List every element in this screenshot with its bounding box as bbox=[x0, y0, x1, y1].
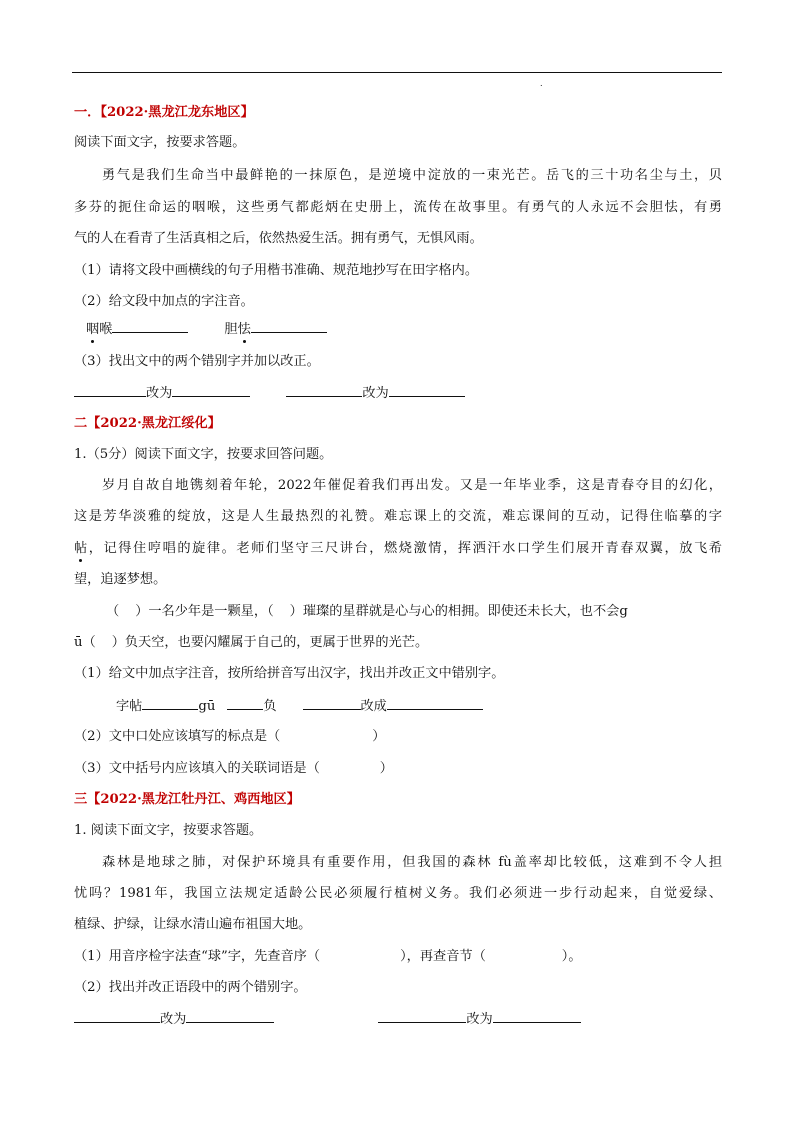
answer-blank[interactable] bbox=[227, 697, 263, 710]
answer-blank[interactable] bbox=[493, 1010, 581, 1023]
fix-label: 改为 bbox=[466, 1012, 493, 1027]
section-2-answer-row: 字帖 gū 负 改成 bbox=[116, 697, 483, 716]
answer-blank[interactable] bbox=[172, 384, 250, 397]
answer-blank[interactable] bbox=[74, 1010, 160, 1023]
section-1-passage-line-1: 勇气是我们生命当中最鲜艳的一抹原色，是逆境中淀放的一束光芒。岳飞的三十功名尘与土，贝 bbox=[102, 168, 722, 183]
answer-blank[interactable] bbox=[303, 697, 361, 710]
header-rule bbox=[72, 72, 722, 73]
section-3-intro: 1. 阅读下面文字，按要求答题。 bbox=[74, 823, 263, 838]
dotted-char: 咽 bbox=[86, 322, 100, 337]
section-2-passage-line-1: 岁月自故自地镌刻着年轮，2022年催促着我们再出发。又是一年毕业季，这是青春夺目的幻化， bbox=[102, 478, 722, 493]
section-1-question-1: （1）请将文段中画横线的句子用楷书准确、规范地抄写在田字格内。 bbox=[74, 263, 479, 278]
answer-blank[interactable] bbox=[387, 697, 483, 710]
section-1-question-3: （3）找出文中的两个错别字并加以改正。 bbox=[74, 354, 320, 369]
section-1-passage-line-2: 多芬的扼住命运的咽喉，这些勇气都彪炳在史册上，流传在故事里。有勇气的人永远不会胆怯，有勇 bbox=[74, 200, 722, 215]
section-2-question-3: （3）文中括号内应该填入的关联词语是（ ） bbox=[74, 761, 393, 776]
section-3-heading: 三【2022·黑龙江牡丹江、鸡西地区】 bbox=[74, 792, 300, 807]
fix-label: 改为 bbox=[146, 386, 173, 401]
section-2-passage-line-4: 望，追逐梦想。 bbox=[74, 572, 167, 587]
section-2-intro: 1.（5分）阅读下面文字，按要求回答问题。 bbox=[74, 447, 333, 462]
section-1-question-2: （2）给文段中加点的字注音。 bbox=[74, 294, 254, 309]
section-2-question-1: （1）给文中加点字注音，按所给拼音写出汉字，找出并改正文中错别字。 bbox=[74, 666, 505, 681]
section-1-intro: 阅读下面文字，按要求答题。 bbox=[74, 135, 246, 150]
section-3-question-1: （1）用音序检字法查“球”字，先查音序（ ），再查音节（ ）。 bbox=[74, 949, 582, 964]
plain-char: 胆 bbox=[224, 322, 238, 337]
answer-blank[interactable] bbox=[251, 320, 327, 333]
fix-label: 改为 bbox=[362, 386, 389, 401]
section-3-passage-line-2: 忧吗？1981年，我国立法规定适龄公民必须履行植树义务。我们必须进一步行动起来，自觉爱绿、 bbox=[74, 886, 722, 901]
dotted-char: 帖 bbox=[74, 541, 88, 556]
section-1-correction-row bbox=[74, 384, 465, 403]
section-2-passage-line-3: 帖，记得住哼唱的旋律。老师们坚守三尺讲台，燃烧激情，挥洒汗水口学生们展开青春双翼，放飞希 bbox=[74, 541, 722, 556]
section-3-passage-line-3: 植绿、护绿，让绿水清山遍布祖国大地。 bbox=[74, 917, 312, 932]
section-1-pinyin-row bbox=[86, 320, 327, 339]
section-2-passage-line-5: （ ）一名少年是一颗星，（ ）璀璨的星群就是心与心的相拥。即使还未长大，也不会g bbox=[106, 604, 628, 619]
section-2-question-2: （2）文中口处应该填写的标点是（ ） bbox=[74, 729, 386, 744]
header-dot: . bbox=[540, 79, 543, 88]
section-2-heading: 二【2022·黑龙江绥化】 bbox=[74, 416, 221, 431]
answer-blank[interactable] bbox=[74, 384, 146, 397]
fix-label: 改为 bbox=[160, 1012, 187, 1027]
section-1-heading: 一．【2022·黑龙江龙东地区】 bbox=[74, 105, 254, 120]
answer-blank[interactable] bbox=[142, 697, 198, 710]
answer-blank[interactable] bbox=[286, 384, 362, 397]
section-2-passage-line-2: 这是芳华淡雅的绽放，这是人生最热烈的礼赞。难忘课上的交流，难忘课间的互动，记得住临摹的字 bbox=[74, 509, 722, 524]
answer-blank[interactable] bbox=[112, 320, 188, 333]
section-3-correction-row bbox=[74, 1010, 581, 1029]
plain-char: 喉 bbox=[99, 322, 113, 337]
answer-blank[interactable] bbox=[389, 384, 465, 397]
section-3-passage-line-1: 森林是地球之肺，对保护环境具有重要作用，但我国的森林 fù盖率却比较低，这难到不令人担 bbox=[102, 855, 722, 870]
answer-blank[interactable] bbox=[378, 1010, 466, 1023]
dotted-char: 怯 bbox=[237, 322, 251, 337]
section-3-question-2: （2）找出并改正语段中的两个错别字。 bbox=[74, 980, 307, 995]
answer-blank[interactable] bbox=[186, 1010, 274, 1023]
section-1-passage-line-3: 气的人在看青了生活真相之后，依然热爱生活。拥有勇气，无惧风雨。 bbox=[74, 231, 483, 246]
section-2-passage-line-6: ū（ ）负天空，也要闪耀属于自己的，更属于世界的光芒。 bbox=[74, 635, 429, 650]
